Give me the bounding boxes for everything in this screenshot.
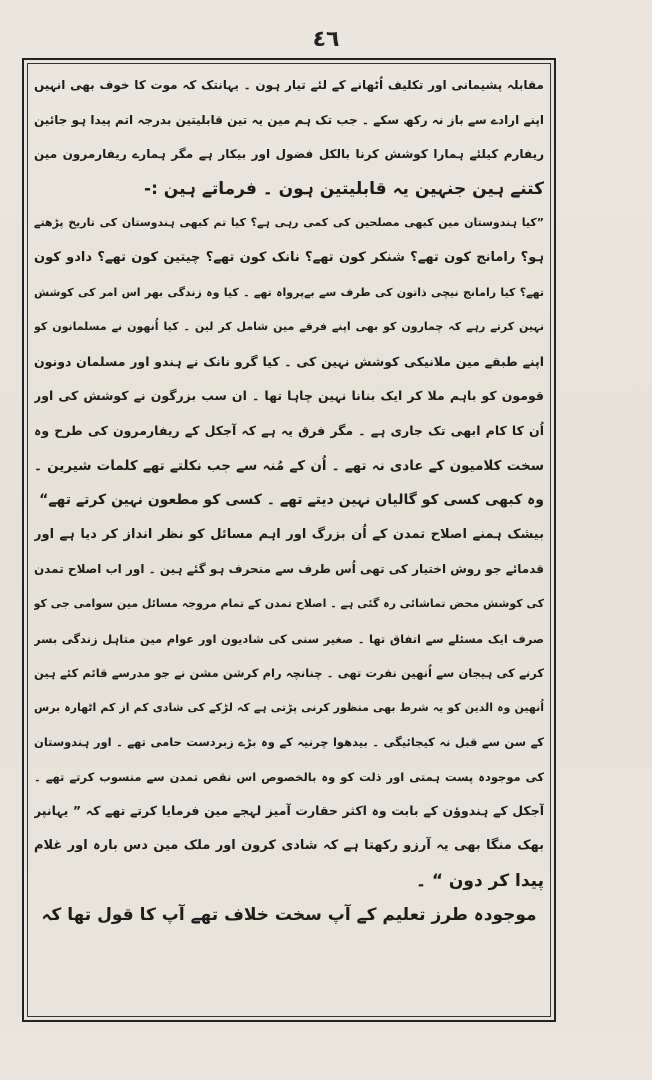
- text-line: وہ کبھی کسی کو گالیان نہین دیتے تھے ۔ کسی کو مطعون نہین کرتے تھے“: [39, 492, 544, 509]
- text-line: کرنے کی ہیجان سے اُنھین نفرت تھی ۔ چنانچہ رام کرشن مشن نے جو مدرسے قائم کئے ہین: [34, 666, 544, 681]
- text-line: کی موجودہ پست ہمتی اور ذلت کو وہ بالخصوص اس نقص تمدن سے منسوب کرتے تھے ۔: [34, 769, 544, 784]
- text-line: کی کوشش محض تماشائی رہ گئی ہے ۔ اصلاح تمدن کے تمام مروجہ مسائل مین سوامی جی کو: [34, 596, 544, 610]
- text-line: مقابلہ پشیمانی اور تکلیف اُٹھانے کے لئے تیار ہون ۔ یہانتک کہ موت کا خوف بھی انہیں: [34, 78, 544, 92]
- text-line: اُنھین وہ الدین کو یہ شرط بھی منظور کرنی پڑتی ہے کہ لڑکے کی شادی کم از کم اٹھارہ برس: [34, 700, 544, 714]
- text-line: ”کیا ہندوستان مین کبھی مصلحین کی کمی رہی ہے؟ کیا تم کبھی ہندوستان کی تاریخ پڑھتے: [34, 216, 544, 230]
- text-line: بھک منگا بھی یہ آرزو رکھتا ہے کہ شادی کرون اور ملک مین دس بارہ اور غلام: [34, 838, 544, 854]
- body-text: [34, 68, 544, 1012]
- text-line: ریفارم کیلئے ہمارا کوشش کرنا بالکل فضول اور بیکار ہے مگر ہمارے ریفارمرون مین: [34, 147, 544, 162]
- text-line: کتنے ہین جنہین یہ قابلیتین ہون ۔ فرماتے ہین :-: [144, 178, 544, 199]
- text-line: قومون کو باہم ملا کر ایک بنانا نہین چاہا تھا ۔ ان سب بزرگون نے کوشش کی اور: [34, 388, 544, 404]
- text-line: پیدا کر دون “ ۔: [415, 870, 544, 891]
- text-line: اپنے ارادے سے باز نہ رکھ سکے ۔ جب تک ہم مین یہ تین قابلیتین بدرجہ اتم پیدا ہو جائین: [34, 112, 544, 127]
- text-line: ہو؟ رامانج کون تھے؟ شنکر کون تھے؟ نانک کون تھے؟ چیتین کون تھے؟ دادو کون: [34, 249, 544, 265]
- page-number: ٤٦: [312, 27, 340, 52]
- text-line: کے سن سے قبل نہ کیجائیگی ۔ بیدھوا چرنیہ کے وہ بڑے زبردست حامی تھے ۔ اور ہندوستان: [34, 735, 544, 750]
- text-line: اُن کا کام ابھی تک جاری ہے ۔ مگر فرق یہ ہے کہ آجکل کے ریفارمرون کی طرح وہ: [34, 422, 544, 438]
- text-line: تھے؟ کیا رامانج نیچی ذاتون کی طرف سے بےپرواہ تھے ۔ کیا وہ زندگی بھر اس امر کی کوشش: [34, 285, 544, 299]
- text-line: بیشک ہمنے اصلاح تمدن کے اُن بزرگ اور اہم مسائل کو نظر انداز کر دیا ہے اور: [34, 526, 544, 542]
- text-line: موجودہ طرز تعلیم کے آپ سخت خلاف تھے آپ کا قول تھا کہ: [41, 905, 537, 926]
- text-line: قدمائے جو روش اختیار کی تھی اُس طرف سے منحرف ہو گئے ہین ۔ اور اب اصلاح تمدن: [34, 562, 544, 577]
- text-frame: [22, 58, 556, 1022]
- text-line: نہین کرتے رہے کہ چمارون کو بھی اپنے فرقے مین شامل کر لین ۔ کیا اُنھون نے مسلمانون کو: [34, 320, 544, 334]
- text-line: صرف ایک مسئلے سے اتفاق تھا ۔ صغیر سنی کی شادیون اور عوام مین متاہل زندگی بسر: [34, 631, 544, 646]
- text-line: آجکل کے ہندوؤن کے بابت وہ اکثر حقارت آمیز لہجے مین فرمایا کرتے تھے کہ ” یہانپر: [34, 803, 544, 819]
- text-line: سخت کلامیون کے عادی نہ تھے ۔ اُن کے مُنہ سے جب نکلتے تھے کلمات شیرین ۔: [34, 457, 544, 474]
- text-line: اپنے طبقے مین ملانیکی کوشش نہین کی ۔ کیا گرو نانک نے ہندو اور مسلمان دونون: [34, 353, 544, 369]
